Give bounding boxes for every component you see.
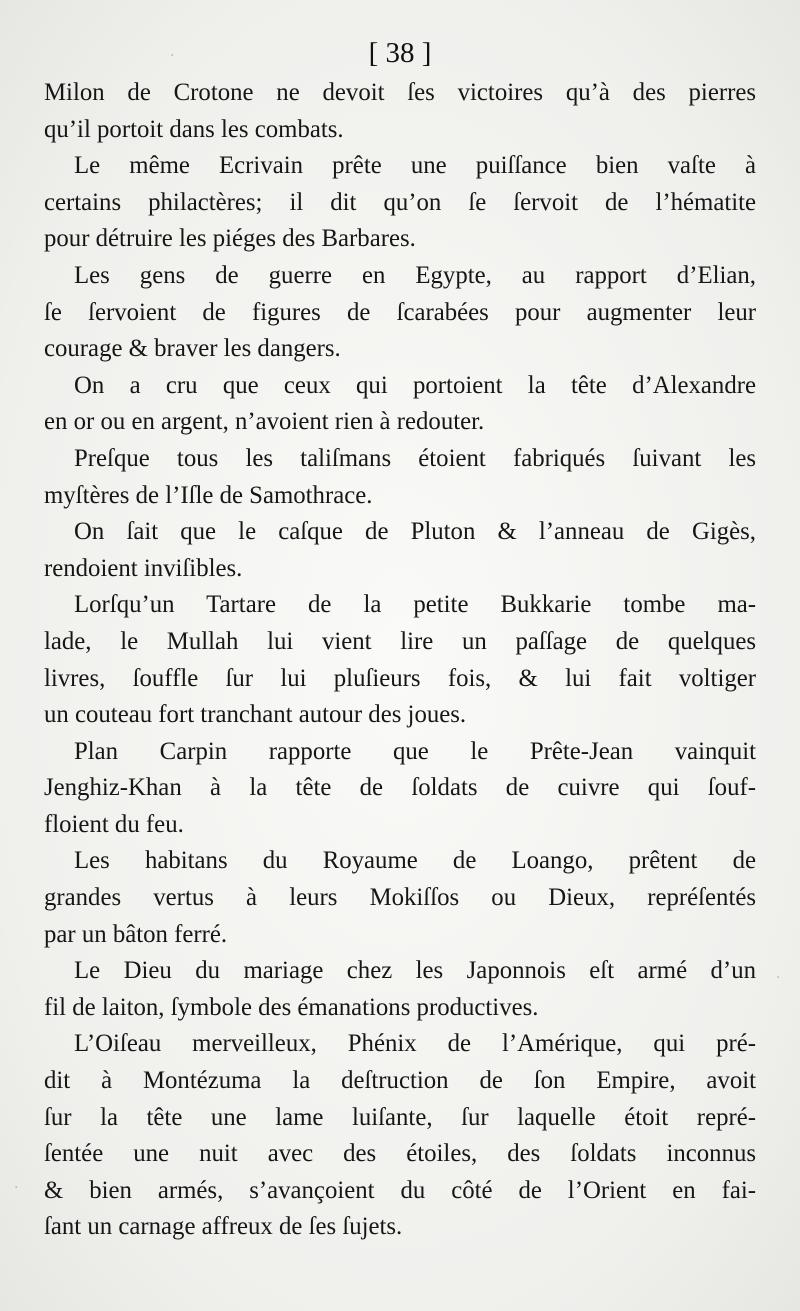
text-line: myſtères de l’Iſle de Samothrace. [44,481,373,509]
text-line: Jenghiz-Khan à la tête de ſoldats de cuivre qui ſouf- [44,774,756,802]
text-line: certains philactères; il dit qu’on ſe ſervoit de l’hématite [44,188,756,216]
margin-mark: · [776,970,781,986]
page-number: [ 38 ] [368,37,432,69]
margin-mark: · [14,1180,19,1196]
text-line: Les habitans du Royaume de Loango, prêtent de [74,847,756,875]
text-line: courage & braver les dangers. [44,335,341,363]
text-line: pour détruire les piéges des Barbares. [44,225,416,253]
text-line: Les gens de guerre en Egypte, au rapport d’Elian, [74,261,756,289]
page-body-text [44,75,756,1246]
text-line: qu’il portoit dans les combats. [44,115,344,143]
text-line: en or ou en argent, n’avoient rien à redouter. [44,408,485,436]
text-line: On a cru que ceux qui portoient la tête d’Alexandre [74,371,756,399]
text-line: lade, le Mullah lui vient lire un paſſage de quelques [44,627,756,655]
text-line: livres, ſouffle ſur lui pluſieurs fois, & lui fait voltiger [44,664,756,692]
text-line: rendoient inviſibles. [44,554,243,582]
text-line: L’Oiſeau merveilleux, Phénix de l’Amérique, qui pré- [74,1030,756,1058]
text-line: & bien armés, s’avançoient du côté de l’Orient en fai- [44,1176,756,1204]
margin-mark: · [170,48,175,64]
text-line: Le même Ecrivain prête une puiſſance bien vaſte à [74,152,756,180]
text-line: dit à Montézuma la deſtruction de ſon Empire, avoit [44,1067,756,1095]
text-line: Lorſqu’un Tartare de la petite Bukkarie tombe ma- [74,591,756,619]
text-line: par un bâton ferré. [44,920,228,948]
text-line: ſe ſervoient de figures de ſcarabées pour augmenter leur [44,298,756,326]
text-line: ſur la tête une lame luiſante, ſur laquelle étoit repré- [44,1103,756,1131]
text-line: floient du feu. [44,810,184,838]
text-line: Le Dieu du mariage chez les Japonnois eſt armé d’un [74,957,756,985]
text-line: fil de laiton, ſymbole des émanations productives. [44,993,539,1021]
text-line: On ſait que le caſque de Pluton & l’anneau de Gigès, [74,518,756,546]
text-line: grandes vertus à leurs Mokiſſos ou Dieux, repréſentés [44,884,756,912]
text-line: Plan Carpin rapporte que le Prête-Jean vainquit [74,737,756,765]
text-line: Preſque tous les taliſmans étoient fabriqués ſuivant les [74,444,756,472]
text-line: Milon de Crotone ne devoit ſes victoires qu’à des pierres [44,79,756,106]
text-line: un couteau fort tranchant autour des joues. [44,701,467,729]
text-line: ſentée une nuit avec des étoiles, des ſoldats inconnus [44,1140,756,1168]
text-line: ſant un carnage affreux de ſes ſujets. [44,1213,403,1241]
